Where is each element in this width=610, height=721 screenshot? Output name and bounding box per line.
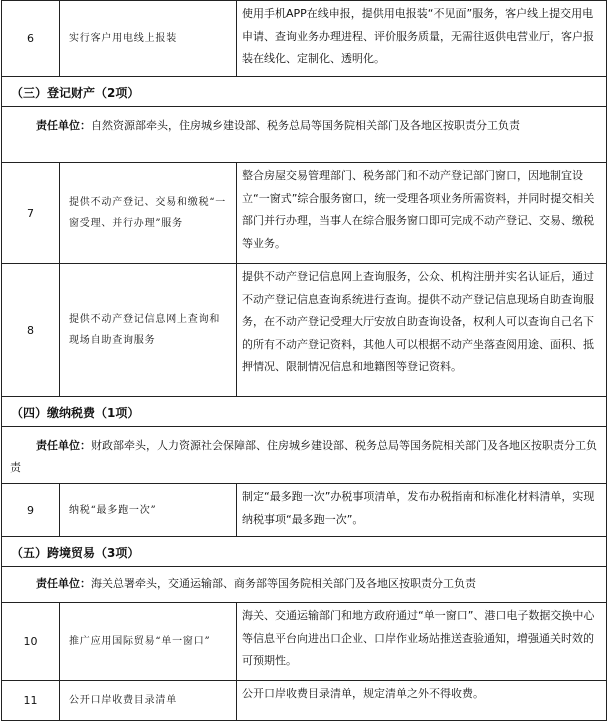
item-description: 制定“最多跑一次”办税事项清单，发布办税指南和标准化材料清单，实现纳税事项“最多跑一次”。 (242, 490, 595, 526)
responsibility-text (2, 427, 606, 479)
responsibility-row (1, 567, 607, 603)
responsibility-row (1, 107, 607, 163)
section-title: （四）缴纳税费（1项） (11, 406, 140, 420)
table-row-10 (1, 603, 607, 681)
item-number: 10 (2, 603, 60, 680)
responsibility-units: 财政部牵头，人力资源社会保障部、住房城乡建设部、税务总局等国务院相关部门及各地区按职责分工负责 (10, 439, 597, 474)
item-name: 公开口岸收费目录清单 (60, 681, 237, 720)
responsibility-text (2, 107, 606, 137)
section-header-row (1, 537, 607, 567)
item-number: 11 (2, 681, 60, 720)
responsibility-row (1, 427, 607, 484)
table-row-6 (1, 0, 607, 77)
item-description: 使用手机APP在线申报，提供用电报装“不见面”服务，客户线上提交用电申请、查询业务办理进程、评价服务质量，无需往返供电营业厅，客户报装在线化、定制化、透明化。 (242, 7, 594, 65)
section-header-row (1, 77, 607, 107)
responsibility-label: 责任单位： (36, 577, 91, 590)
policy-table-page (1, 0, 609, 721)
responsibility-units: 海关总署牵头，交通运输部、商务部等国务院相关部门及各地区按职责分工负责 (91, 577, 476, 590)
item-name: 提供不动产登记、交易和缴税“一窗受理、并行办理”服务 (60, 163, 237, 263)
item-description: 海关、交通运输部门和地方政府通过“单一窗口”、港口电子数据交换中心等信息平台向进出口企业、口岸作业场站推送查验通知，增强通关时效的可预期性。 (242, 609, 595, 667)
item-description: 公开口岸收费目录清单，规定清单之外不得收费。 (242, 687, 484, 700)
item-name: 实行客户用电线上报装 (60, 1, 237, 76)
section-title: （五）跨境贸易（3项） (11, 546, 140, 560)
section-header-row (1, 397, 607, 427)
section-title: （三）登记财产（2项） (11, 86, 140, 100)
responsibility-label: 责任单位： (36, 119, 91, 132)
item-number: 9 (2, 484, 60, 536)
item-number: 6 (2, 1, 60, 76)
table-row-7 (1, 163, 607, 264)
table-row-11 (1, 681, 607, 721)
item-description: 提供不动产登记信息网上查询服务，公众、机构注册并实名认证后，通过不动产登记信息查询系统进行查询。提供不动产登记信息现场自助查询服务，在不动产登记受理大厅安放自助查询设备，权利人可以查询自己名下的所有不动产登记资料，其他人可以根据不动产坐落查阅用途、面积、抵押情况、限制情况信息和地籍图等登记资料。 (242, 270, 594, 373)
responsibility-label: 责任单位： (36, 439, 91, 452)
item-name: 推广应用国际贸易“单一窗口” (60, 603, 237, 680)
table-row-9 (1, 484, 607, 537)
item-number: 8 (2, 264, 60, 396)
item-description: 整合房屋交易管理部门、税务部门和不动产登记部门窗口，因地制宜设立“一窗式”综合服务窗口，统一受理各项业务所需资料，并同时提交相关部门并行办理，当事人在综合服务窗口即可完成不动产登记、交易、缴税等业务。 (242, 169, 595, 250)
item-name: 提供不动产登记信息网上查询和现场自助查询服务 (60, 264, 237, 396)
responsibility-units: 自然资源部牵头，住房城乡建设部、税务总局等国务院相关部门及各地区按职责分工负责 (91, 119, 520, 132)
table-row-8 (1, 264, 607, 397)
item-number: 7 (2, 163, 60, 263)
responsibility-text (2, 567, 606, 595)
item-name: 纳税“最多跑一次” (60, 484, 237, 536)
